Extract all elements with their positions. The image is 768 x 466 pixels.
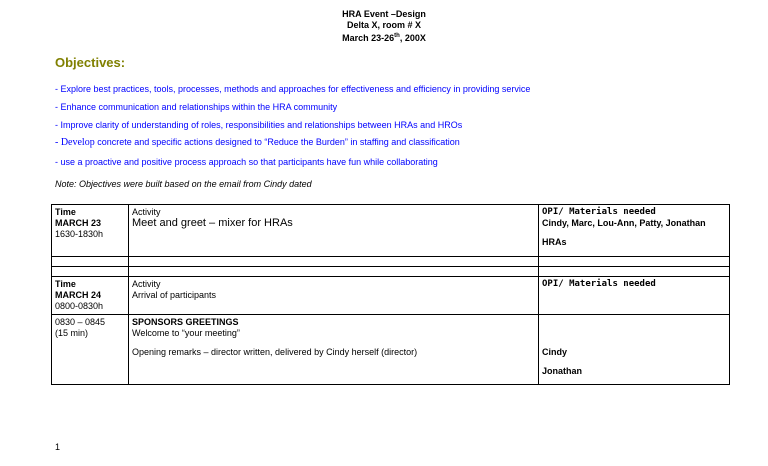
table-row xyxy=(52,267,730,277)
objective-item: - use a proactive and positive process approach so that participants have fun while collaborating xyxy=(55,157,438,167)
note-text: Note: Objectives were built based on the email from Cindy dated xyxy=(55,179,312,189)
activity-cell: Activity Meet and greet – mixer for HRAs xyxy=(129,205,539,257)
opi-cell: OPI/ Materials needed Cindy, Marc, Lou-Ann, Patty, Jonathan HRAs xyxy=(539,205,730,257)
objectives-heading: Objectives: xyxy=(55,55,126,70)
time-cell: Time MARCH 23 1630-1830h xyxy=(52,205,129,257)
table-row xyxy=(52,205,730,257)
schedule-table xyxy=(51,204,730,385)
table-row xyxy=(52,277,730,315)
activity-cell: SPONSORS GREETINGS Welcome to “your meeting” Opening remarks – director written, delivered by Cindy herself (director) xyxy=(129,315,539,385)
time-cell: 0830 – 0845 (15 min) xyxy=(52,315,129,385)
objective-item: - Improve clarity of understanding of roles, responsibilities and relationships between HRAs and HROs xyxy=(55,120,463,130)
opi-cell: Cindy Jonathan xyxy=(539,315,730,385)
document-header xyxy=(0,9,768,44)
page-number: 1 xyxy=(55,442,61,452)
table-row xyxy=(52,257,730,267)
event-location: Delta X, room # X xyxy=(346,20,422,30)
event-title: HRA Event –Design xyxy=(342,9,426,19)
objective-item: - Explore best practices, tools, processes, methods and approaches for effectiveness and efficiency in providing service xyxy=(55,84,531,94)
event-date: March 23-26th, 200X xyxy=(342,33,426,43)
table-row xyxy=(52,315,730,385)
objective-item: - Develop concrete and specific actions designed to “Reduce the Burden” in staffing and classification xyxy=(55,137,460,148)
time-cell: Time MARCH 24 0800-0830h xyxy=(52,277,129,315)
objective-item: - Enhance communication and relationships within the HRA community xyxy=(55,102,338,112)
opi-cell: OPI/ Materials needed xyxy=(539,277,730,315)
activity-cell: Activity Arrival of participants xyxy=(129,277,539,315)
